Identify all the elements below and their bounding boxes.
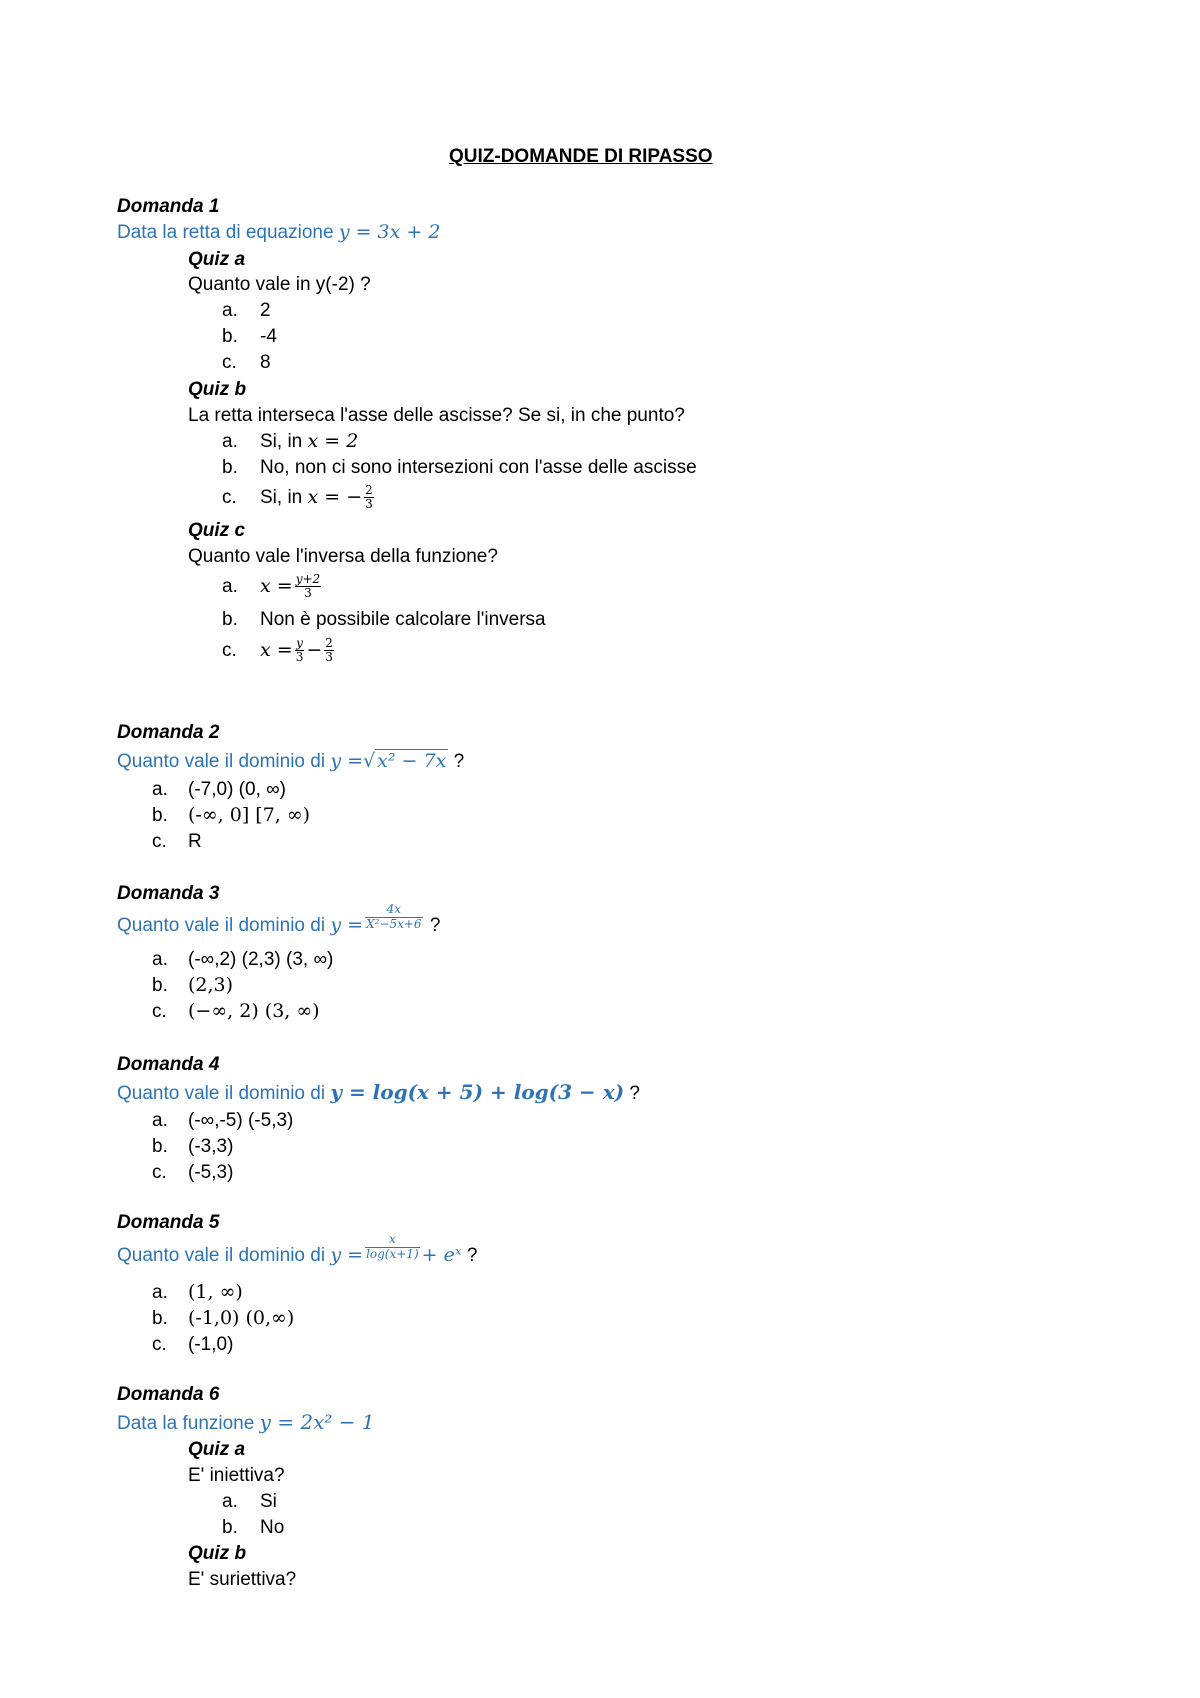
page-title: QUIZ-DOMANDE DI RIPASSO	[449, 146, 713, 167]
quiz-1c-option-a: a. x = $\frac{y+2}{3}$	[222, 571, 321, 601]
question-4-heading: Domanda 4	[117, 1054, 220, 1075]
quiz-1a-heading: Quiz a	[188, 249, 246, 270]
quiz-6a-heading: Quiz a	[188, 1439, 246, 1460]
question-3-option-a: a. (-∞,2) (2,3) (3, ∞)	[152, 949, 334, 970]
question-2-heading: Domanda 2	[117, 722, 220, 743]
quiz-6a-question: E' iniettiva?	[188, 1465, 285, 1486]
quiz-6a-option-a: a. Si	[222, 1491, 277, 1512]
question-3-heading: Domanda 3	[117, 883, 220, 904]
quiz-6b-question: E' suriettiva?	[188, 1569, 297, 1590]
question-3-option-b: b. (2,3)	[152, 974, 234, 996]
question-6-text: Data la funzione y = 2x² − 1	[117, 1410, 375, 1434]
question-2-option-c: c. R	[152, 831, 202, 852]
question-2-option-a: a. (-7,0) (0, ∞)	[152, 779, 286, 800]
quiz-1c-option-b: b. Non è possibile calcolare l'inversa	[222, 609, 546, 630]
question-5-option-c: c. (-1,0)	[152, 1334, 234, 1355]
question-1-prompt: Data la retta di equazione	[117, 222, 334, 243]
question-1-heading: Domanda 1	[117, 196, 220, 217]
quiz-1a-option-c: c. 8	[222, 352, 271, 373]
fraction: $\frac{y}{3}$	[295, 635, 304, 665]
quiz-1a-question: Quanto vale in y(-2) ?	[188, 274, 371, 295]
question-1-text	[117, 223, 440, 242]
quiz-1c-option-c: c. x = $\frac{y}{3}$ − $\frac{2}{3}$	[222, 635, 333, 665]
fraction: $\frac{2}{3}$	[365, 482, 373, 512]
quiz-1b-option-c: c. Si, in x = − $\frac{2}{3}$	[222, 482, 373, 512]
question-4-option-b: b. (-3,3)	[152, 1136, 234, 1157]
question-2-text: Quanto vale il dominio di y =√ x² − 7x ?	[117, 750, 465, 772]
fraction: $\frac{2}{3}$	[325, 635, 333, 665]
question-4-option-c: c. (-5,3)	[152, 1162, 234, 1183]
fraction: $\frac{x}{\log(x+1)}$	[366, 1232, 419, 1261]
quiz-1b-option-b: b. No, non ci sono intersezioni con l'asse delle ascisse	[222, 457, 697, 478]
question-6-heading: Domanda 6	[117, 1384, 220, 1405]
question-5-option-b: b. (-1,0) (0,∞)	[152, 1307, 295, 1329]
question-4-text: Quanto vale il dominio di y = log(x + 5) + log(3 − x) ?	[117, 1080, 640, 1104]
question-1-formula: y = 3x + 2	[338, 221, 441, 243]
question-2-option-b: b. (-∞, 0] [7, ∞)	[152, 804, 311, 826]
quiz-1a-option-a: a. 2	[222, 300, 271, 321]
quiz-6a-option-b: b. No	[222, 1517, 285, 1538]
question-5-heading: Domanda 5	[117, 1212, 220, 1233]
fraction: $\frac{y+2}{3}$	[295, 571, 321, 601]
quiz-1b-heading: Quiz b	[188, 379, 247, 400]
quiz-1c-question: Quanto vale l'inversa della funzione?	[188, 546, 498, 567]
quiz-6b-heading: Quiz b	[188, 1543, 247, 1564]
question-5-option-a: a. (1, ∞)	[152, 1281, 243, 1303]
quiz-1b-question: La retta interseca l'asse delle ascisse? Se si, in che punto?	[188, 405, 685, 426]
question-5-text: Quanto vale il dominio di y = $\frac{x}{\log(x+1)}$ + eˣ ?	[117, 1232, 478, 1266]
quiz-1c-heading: Quiz c	[188, 520, 246, 541]
question-3-text: Quanto vale il dominio di y = $\frac{4x}{\text{X²−5x+6}}$ ?	[117, 902, 441, 936]
quiz-1a-option-b: b. -4	[222, 326, 277, 347]
question-3-option-c: c. (−∞, 2) (3, ∞)	[152, 1000, 320, 1022]
quiz-1b-option-a: a. Si, in x = 2	[222, 430, 359, 452]
fraction: $\frac{4x}{\text{X²−5x+6}}$	[366, 902, 422, 931]
question-4-option-a: a. (-∞,-5) (-5,3)	[152, 1110, 294, 1131]
